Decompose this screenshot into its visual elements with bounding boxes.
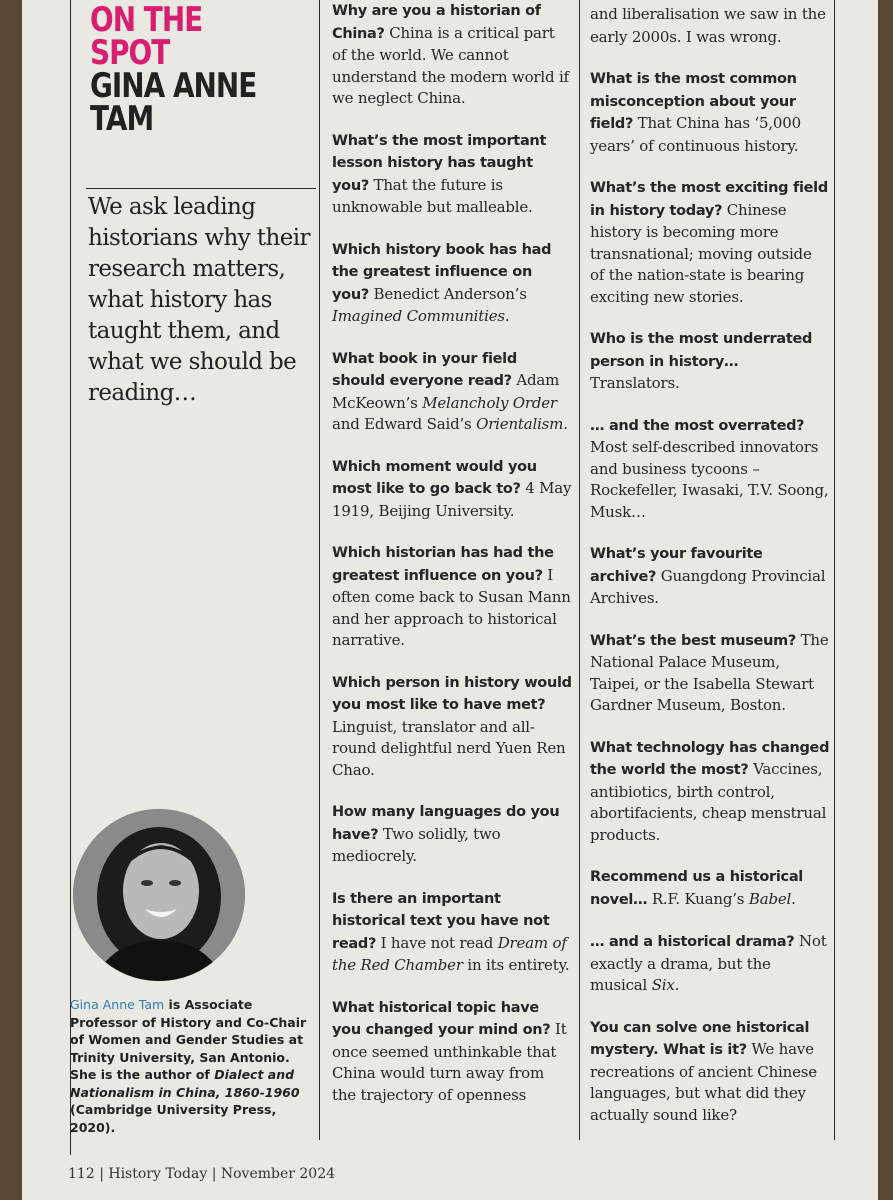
answer: That China has ‘5,000 years’ of continuous history. [590, 114, 801, 155]
answer: Linguist, translator and all-round delightful nerd Yuen Ren Chao. [332, 717, 566, 779]
page-number: 112 [68, 1166, 95, 1182]
qa-item [332, 348, 572, 436]
footer-separator: | [211, 1166, 217, 1182]
qa-item [332, 888, 572, 977]
answer: Adam McKeown’s [332, 371, 560, 412]
question: Which moment would you most like to go back to? [332, 458, 537, 497]
page-footer [68, 1166, 335, 1182]
answer: Translators. [590, 374, 680, 392]
footer-separator: | [99, 1166, 104, 1182]
qa-column-2 [590, 4, 830, 1146]
qa-item [332, 542, 572, 652]
answer: in its entirety. [462, 956, 570, 974]
column-rule-far-right [834, 0, 835, 1140]
bio-text-end: (Cambridge University Press, 2020). [70, 1102, 277, 1135]
qa-item [332, 239, 572, 328]
qa-item [590, 866, 830, 911]
qa-item [590, 630, 830, 717]
question: How many languages do you have? [332, 804, 560, 843]
answer: Guangdong Provincial Archives. [590, 566, 826, 607]
qa-item [332, 456, 572, 523]
headline-kicker: ON THE SPOT [90, 0, 203, 73]
issue-date: November 2024 [220, 1166, 336, 1182]
question: Which person in history would you most like to have met? [332, 674, 572, 713]
answer: 4 May 1919, Beijing University. [332, 479, 572, 520]
column-rule-mid [319, 0, 320, 1140]
question: Why are you a historian of China? [332, 3, 541, 42]
answer: . [563, 415, 568, 433]
answer: and Edward Said’s [332, 415, 477, 433]
magazine-name: History Today [108, 1166, 208, 1182]
answer: Not exactly a drama, but the musical [590, 932, 827, 994]
qa-item [590, 543, 830, 610]
qa-item [590, 177, 830, 308]
question: Who is the most underrated person in history… [590, 331, 813, 370]
qa-item [590, 931, 830, 997]
question: … and a historical drama? [590, 934, 795, 950]
qa-item [332, 801, 572, 868]
question: Is there an important historical text you have not read? [332, 890, 550, 952]
headline-name-line1: GINA ANNE [90, 66, 257, 106]
qa-item [332, 0, 572, 110]
answer: . [674, 976, 680, 994]
answer: We have recreations of ancient Chinese languages, but what did they actually sound like? [590, 1040, 817, 1124]
answer: . [791, 889, 796, 908]
question: What book in your field should everyone read? [332, 350, 517, 389]
bio-text: is Associate Professor of History and Co-Chair of Women and Gender Studies at Trinity University, San Antonio. She is the author of [70, 997, 307, 1082]
answer: I often come back to Susan Mann and her approach to historical narrative. [332, 565, 571, 649]
question: Recommend us a historical novel… [590, 869, 803, 908]
qa-item [590, 737, 830, 847]
answer: R.F. Kuang’s [647, 889, 749, 908]
question: … and the most overrated? [590, 417, 805, 434]
author-name: Gina Anne Tam [70, 997, 165, 1012]
qa-item [332, 130, 572, 219]
qa-item [332, 997, 572, 1107]
answer: and liberalisation we saw in the early 2000s. I was wrong. [590, 5, 826, 46]
question: Which history book has had the greatest influence on you? [332, 241, 552, 303]
qa-column-1 [332, 0, 572, 1126]
qa-item [332, 672, 572, 782]
book-title: Dialect and Nationalism in China, 1860-1960 [70, 1067, 300, 1100]
answer-title: Orientalism [476, 415, 564, 433]
qa-item [590, 4, 830, 48]
column-rule-left [70, 0, 71, 1155]
question: What is the most common misconception about your field? [590, 71, 797, 132]
question: Which historian has had the greatest influence on you? [332, 545, 554, 584]
author-portrait [73, 809, 245, 981]
author-bio [70, 996, 320, 1136]
answer: Vaccines, antibiotics, birth control, abortifacients, cheap menstrual products. [590, 760, 827, 844]
question: What’s your favourite archive? [590, 546, 763, 585]
qa-item [590, 1017, 830, 1127]
answer: . [504, 307, 510, 325]
question: You can solve one historical mystery. What is it? [590, 1019, 810, 1058]
headline-divider [86, 188, 316, 189]
question: What’s the most exciting field in history today? [590, 180, 828, 219]
intro-text: We ask leading historians why their research matters, what history has taught them, and what we should be reading… [88, 194, 310, 406]
question: What’s the most important lesson history has taught you? [332, 132, 547, 194]
answer-title: Six [651, 976, 675, 994]
column-rule-right [579, 0, 580, 1140]
answer-title: Babel [748, 889, 792, 908]
portrait-illustration [73, 809, 245, 981]
answer: I have not read [376, 933, 498, 952]
answer: Chinese history is becoming more transnational; moving outside of the nation-state is bearing exciting new stories. [590, 200, 812, 306]
question: What technology has changed the world the most? [590, 739, 830, 778]
question: What historical topic have you changed your mind on? [332, 999, 551, 1038]
answer-title: Melancholy Order [422, 393, 557, 412]
headline-name-line2: TAM [90, 99, 154, 139]
answer: The National Palace Museum, Taipei, or the Isabella Stewart Gardner Museum, Boston. [590, 630, 829, 714]
answer: Two solidly, two mediocrely. [332, 824, 501, 865]
answer: Most self-described innovators and business tycoons – Rockefeller, Iwasaki, T.V. Soong, Musk… [590, 438, 829, 521]
answer: That the future is unknowable but malleable. [332, 175, 533, 216]
answer: China is a critical part of the world. We cannot understand the modern world if we neglect China. [332, 23, 569, 107]
page-headline [90, 0, 279, 139]
qa-item [590, 328, 830, 395]
qa-item [590, 68, 830, 157]
question: What’s the best museum? [590, 632, 797, 649]
answer-title: Dream of the Red Chamber [332, 933, 567, 974]
answer: Benedict Anderson’s [368, 284, 527, 303]
qa-item [590, 415, 830, 524]
answer: It once seemed unthinkable that China would turn away from the trajectory of openness [332, 1020, 567, 1104]
answer-title: Imagined Communities [332, 307, 505, 325]
